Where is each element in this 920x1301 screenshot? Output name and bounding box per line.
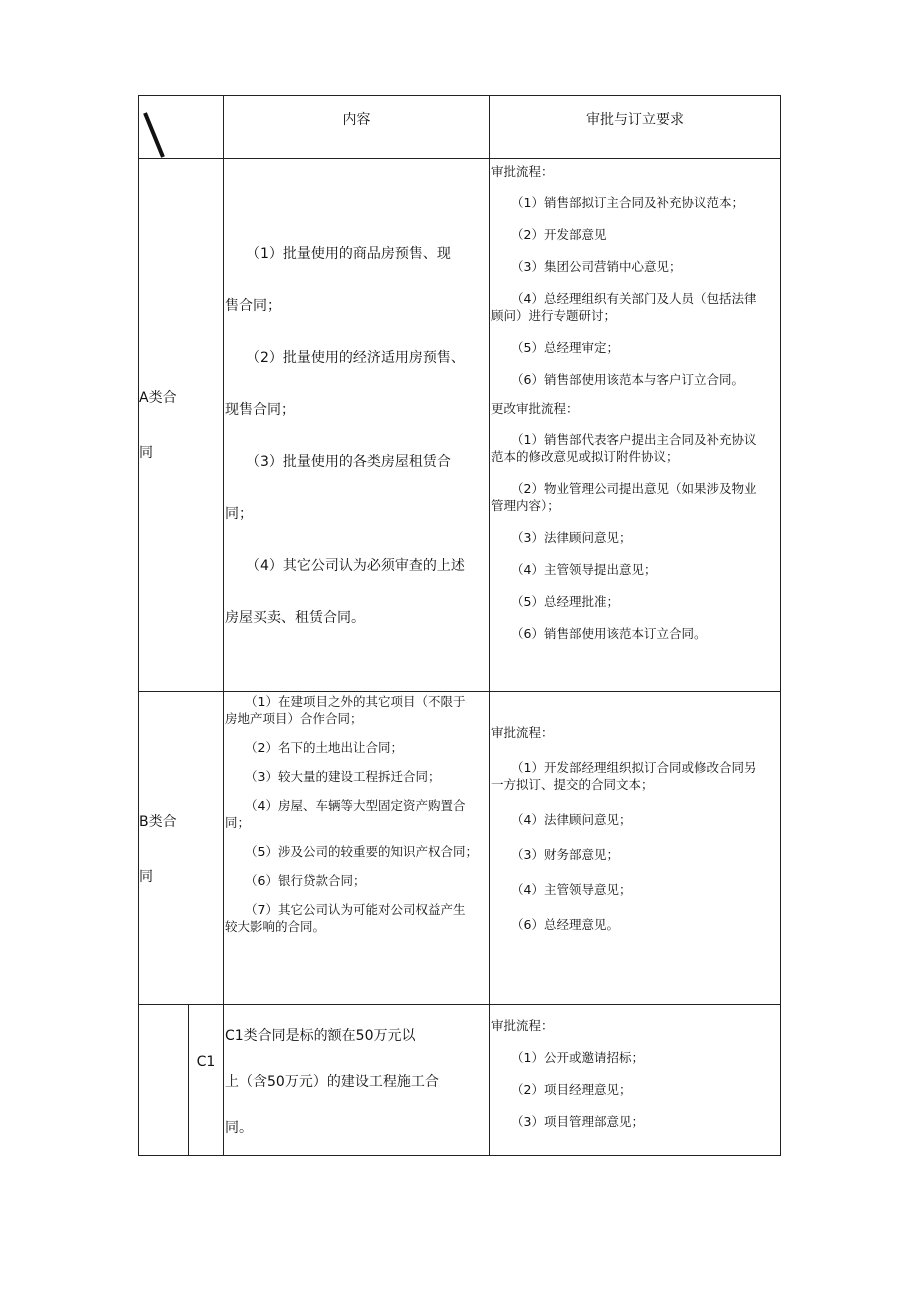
row-a-content-line: 售合同； (225, 298, 281, 314)
contract-approval-table (138, 95, 781, 1156)
table-border-right (780, 95, 781, 1156)
row-a-approval-step: （2）开发部意见 (511, 227, 607, 242)
row-divider (138, 691, 781, 692)
row-a-change-step: （3）法律顾问意见； (511, 530, 632, 545)
row-a-approval-step: （1）销售部拟订主合同及补充协议范本； (511, 195, 744, 210)
row-a-label-line2: 同 (139, 445, 153, 461)
table-border-left (138, 95, 139, 1156)
row-a-content (225, 228, 489, 644)
header-content: 内容 (342, 112, 371, 128)
row-a-requirements (491, 163, 779, 642)
row-a-content-line: （2）批量使用的经济适用房预售、 (246, 350, 465, 366)
row-a-label-line1: A类合 (139, 390, 177, 406)
row-a-approval-step: （3）集团公司营销中心意见； (511, 259, 682, 274)
row-a-content-line: （1）批量使用的商品房预售、现 (246, 246, 451, 262)
row-a-approval-step-cont: 顾问）进行专题研讨； (491, 308, 617, 323)
row-b-content-line: （3）较大量的建设工程拆迁合同； (245, 769, 441, 784)
row-b-approval-step: （3）财务部意见； (511, 847, 619, 862)
row-a-change-step-cont: 范本的修改意见或拟订附件协议； (491, 449, 679, 464)
diagonal-slash-mark (138, 95, 178, 161)
table-border-top (138, 95, 781, 96)
row-c1-approval-step: （3）项目管理部意见； (511, 1114, 644, 1129)
row-b-content-line: （4）房屋、车辆等大型固定资产购置合 (245, 798, 466, 813)
row-a-approval-title: 审批流程： (491, 164, 554, 179)
row-b-approval-step-cont: 一方拟订、提交的合同文本； (491, 777, 654, 792)
row-b-approval-step: （6）总经理意见。 (511, 917, 619, 932)
row-b-approval-title: 审批流程： (491, 725, 554, 740)
row-b-content (225, 693, 489, 935)
row-b-content-line: （1）在建项目之外的其它项目（不限于 (245, 694, 466, 709)
row-b-content-line: （7）其它公司认为可能对公司权益产生 (245, 902, 466, 917)
row-c1-content-line: 上（含50万元）的建设工程施工合 (225, 1074, 439, 1090)
row-b-label-line2: 同 (139, 869, 153, 885)
row-c1-content (225, 1013, 489, 1151)
row-a-change-title: 更改审批流程： (491, 401, 579, 416)
row-a-change-step: （6）销售部使用该范本订立合同。 (511, 626, 707, 641)
row-b-content-line: （6）银行贷款合同； (245, 873, 366, 888)
row-b-approval-step: （4）主管领导意见； (511, 882, 632, 897)
row-a-content-line: 房屋买卖、租赁合同。 (225, 610, 365, 626)
row-b-label-line1: B类合 (139, 814, 177, 830)
row-a-content-line: 同； (225, 506, 253, 522)
row-a-content-line: 现售合同； (225, 402, 295, 418)
row-c1-content-line: 同。 (225, 1120, 253, 1136)
row-a-approval-step: （4）总经理组织有关部门及人员（包括法律 (511, 291, 757, 306)
row-c1-approval-step: （1）公开或邀请招标； (511, 1050, 644, 1065)
row-a-change-step: （4）主管领导提出意见； (511, 562, 657, 577)
column-divider (489, 95, 490, 1156)
row-c1-label: C1 (196, 1054, 216, 1070)
row-b-content-line: 同； (225, 815, 251, 830)
row-a-approval-step: （6）销售部使用该范本与客户订立合同。 (511, 372, 744, 387)
row-b-approval-step: （4）法律顾问意见； (511, 812, 632, 827)
row-a-change-step: （1）销售部代表客户提出主合同及补充协议 (511, 432, 757, 447)
row-b-content-line: （2）名下的土地出让合同； (245, 740, 403, 755)
row-c1-requirements (491, 1017, 779, 1130)
header-requirements: 审批与订立要求 (586, 112, 684, 128)
row-a-content-line: （4）其它公司认为必须审查的上述 (246, 558, 465, 574)
row-a-change-step-cont: 管理内容）； (491, 498, 560, 513)
row-b-requirements (491, 724, 779, 933)
column-divider (223, 95, 224, 1156)
table-border-bottom (138, 1155, 781, 1156)
row-b-content-line: 房地产项目）合作合同； (225, 711, 363, 726)
row-divider (138, 1004, 781, 1005)
row-b-approval-step: （1）开发部经理组织拟订合同或修改合同另 (511, 760, 757, 775)
row-a-change-step: （2）物业管理公司提出意见（如果涉及物业 (511, 481, 757, 496)
row-b-content-line: 较大影响的合同。 (225, 919, 326, 934)
row-a-content-line: （3）批量使用的各类房屋租赁合 (246, 454, 451, 470)
row-a-change-step: （5）总经理批准； (511, 594, 619, 609)
row-c1-content-line: C1类合同是标的额在50万元以 (225, 1028, 416, 1044)
row-divider (138, 158, 781, 159)
row-b-content-line: （5）涉及公司的较重要的知识产权合同； (245, 844, 478, 859)
row-a-approval-step: （5）总经理审定； (511, 340, 619, 355)
c-subcolumn-divider (188, 1004, 189, 1155)
row-c1-approval-step: （2）项目经理意见； (511, 1082, 632, 1097)
row-c1-approval-title: 审批流程： (491, 1018, 554, 1033)
